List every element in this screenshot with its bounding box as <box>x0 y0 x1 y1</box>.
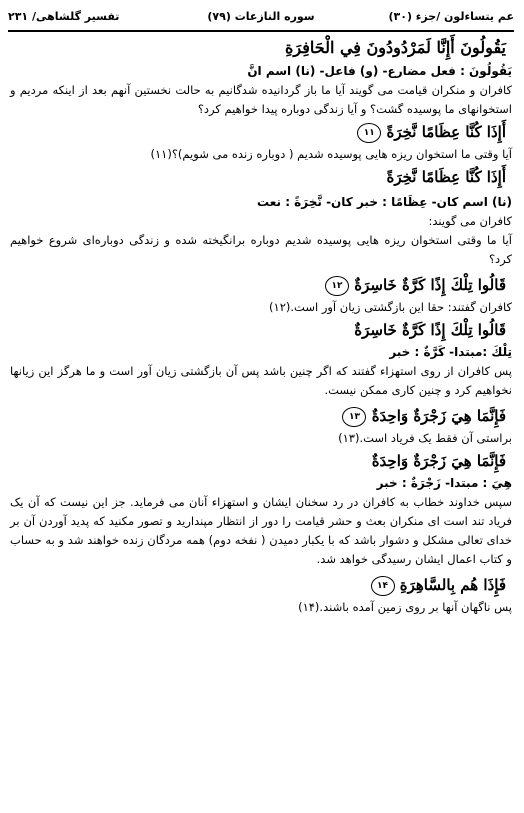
page-content <box>10 34 512 617</box>
header-surah: سوره النازعات (۷۹) <box>207 10 315 23</box>
verse-13: فَإِنَّمَا هِيَ زَجْرَةٌ وَاحِدَةٌ ۱۳ <box>10 403 512 429</box>
verse-number-badge: ۱۱ <box>357 123 381 143</box>
commentary-paragraph: سپس خداوند خطاب به کافران در رد سخنان ایشان و استهزاء آنان می فرماید. جز این نیست که آن یک فریاد تند است ای منکران بعث و حشر قیامت را دور از انتظار مپندارید و تصور مکنید که پدید آوردن آن بر خدای تعالی مشکل و دشوار باشد که با یکبار دمیدن ( نفخه دوم) همه مردگان زنده خواهند شد و به حساب و کتاب اعمال ایشان رسیدگی خواهد شد. <box>10 495 512 566</box>
verse-11: أَإِذَا كُنَّا عِظَامًا نَّخِرَةً ۱۱ <box>10 119 512 145</box>
translation-line: پس ناگهان آنها بر روی زمین آمده باشند.(۱۴) <box>298 600 512 614</box>
grammar-line-11: (نا) اسم کان- عِظَامًا : خبر کان- نَّخِرَةً : نعت <box>257 195 512 209</box>
verse-11-repeat: أَإِذَا كُنَّا عِظَامًا نَّخِرَةً <box>386 168 506 186</box>
verse-number-badge: ۱۳ <box>342 407 366 427</box>
commentary-paragraph: پس کافران از روی استهزاء گفتند که اگر چنین باشد پس آن بازگشتی زیان آور است و ما هرگز این زیانها نخواهیم کرد و چنین کاری ممکن نیست. <box>10 364 512 397</box>
grammar-line-13: هِيَ : مبتدا- زَجْرَةٌ : خبر <box>376 476 512 490</box>
page-header <box>8 4 514 32</box>
verse-12-repeat: قَالُوا تِلْكَ إِذًا كَرَّةٌ خَاسِرَةٌ <box>354 321 506 339</box>
commentary-paragraph: آیا ما وقتی استخوان ریزه هایی پوسیده شدیم دوباره برانگیخته شده و زندگی دوباره‌ای شروع خواهیم کرد؟ <box>10 233 512 266</box>
verse-13-repeat: فَإِنَّمَا هِيَ زَجْرَةٌ وَاحِدَةٌ <box>371 452 506 470</box>
header-juz: عم یتساءلون /جزء (۳۰) <box>388 10 514 23</box>
verse-number-badge: ۱۴ <box>371 576 395 596</box>
verse-14: فَإِذَا هُم بِالسَّاهِرَةِ ۱۴ <box>10 572 512 598</box>
commentary-intro: کافران می گویند: <box>428 214 512 228</box>
verse-number-badge: ۱۲ <box>325 276 349 296</box>
commentary-paragraph: کافران و منکران قیامت می گویند آیا ما باز گردانیده شدگانیم به حالت نخستین آنهم بعد از اینکه مردیم و استخوانهای ما پوسیده گشت؟ و آیا زندگی دوباره پیدا خواهیم کرد؟ <box>10 83 512 116</box>
translation-line: براستی آن فقط یک فریاد است.(۱۳) <box>338 431 512 445</box>
translation-line: کافران گفتند: حقا این بازگشتی زیان آور است.(۱۲) <box>269 300 512 314</box>
verse-10: يَقُولُونَ أَإِنَّا لَمَرْدُودُونَ فِي الْحَافِرَةِ <box>285 38 506 57</box>
header-book-page: تفسیر گلشاهی/ ۲۳۱ <box>8 10 120 23</box>
grammar-line-10: يَقُولُونَ : فعل مضارع- (و) فاعل- (نا) اسم انَّ <box>247 64 512 78</box>
grammar-line-12: تِلْكَ :مبتدا- كَرَّةٌ : خبر <box>389 345 512 359</box>
verse-12: قَالُوا تِلْكَ إِذًا كَرَّةٌ خَاسِرَةٌ ۱۲ <box>10 272 512 298</box>
translation-line: آیا وقتی ما استخوان ریزه هایی پوسیده شدیم ( دوباره زنده می شویم)؟(۱۱) <box>150 147 512 161</box>
